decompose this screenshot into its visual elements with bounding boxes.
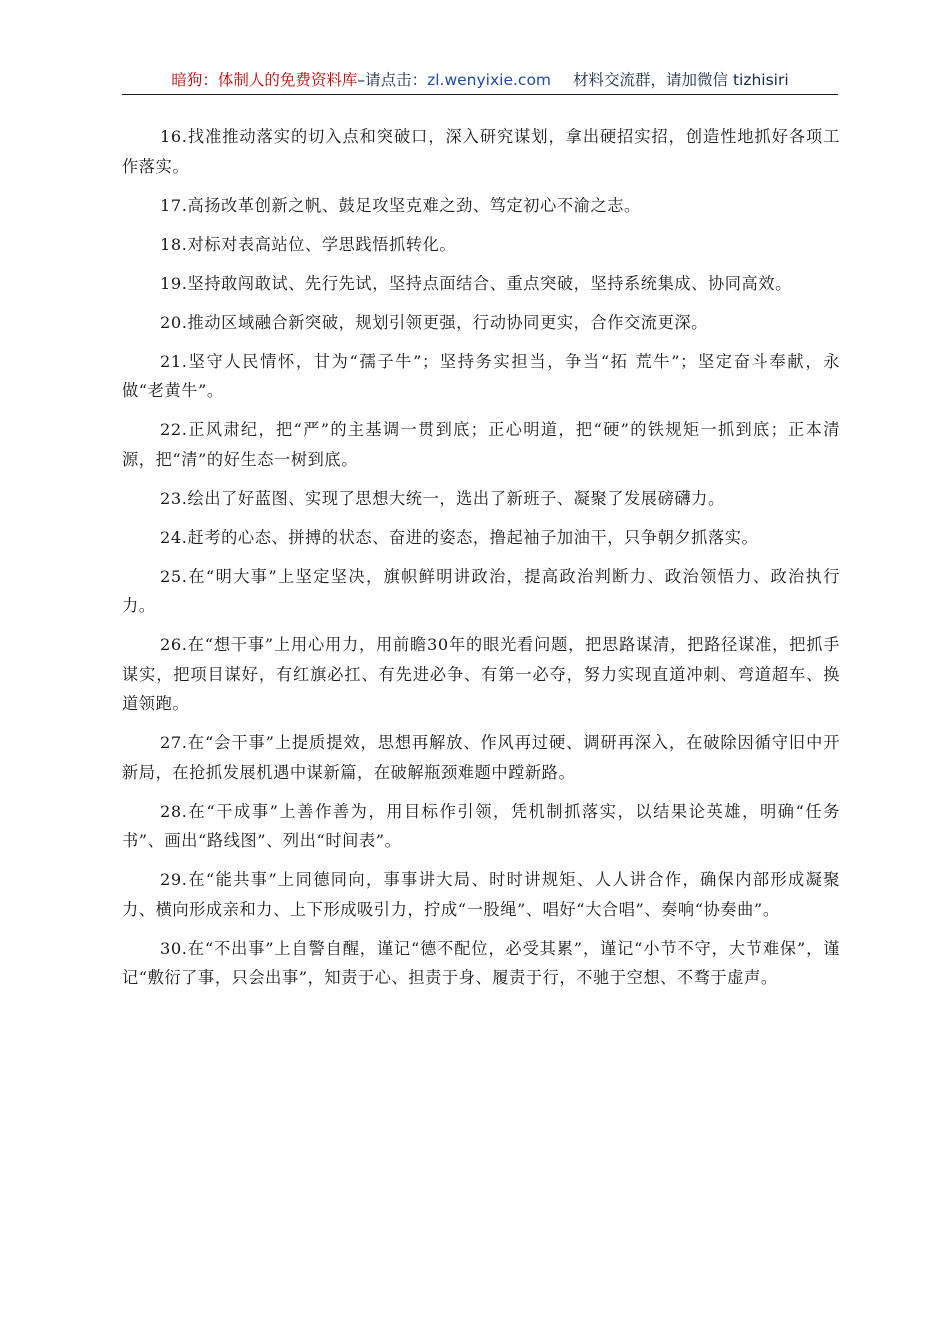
paragraph-20: 20.推动区域融合新突破，规划引领更强，行动协同更实，合作交流更深。 xyxy=(160,312,708,332)
header-click-prompt: –请点击： xyxy=(357,71,428,89)
paragraph-19: 19.坚持敢闯敢试、先行先试，坚持点面结合、重点突破，坚持系统集成、协同高效。 xyxy=(160,273,792,293)
paragraph-30: 30.在“不出事”上自警自醒，谨记“德不配位，必受其累”，谨记“小节不守，大节难保”，谨记“敷衍了事，只会出事”，知责于心、担责于身、履责于行，不驰于空想、不骛于虚声。 xyxy=(122,938,840,987)
paragraph-24: 24.赶考的心态、拼搏的状态、奋进的姿态，撸起袖子加油干，只争朝夕抓落实。 xyxy=(160,527,759,547)
paragraph-27: 27.在“会干事”上提质提效，思想再解放、作风再过硬、调研再深入，在破除因循守旧中开新局，在抢抓发展机遇中谋新篇，在破解瓶颈难题中蹚新路。 xyxy=(122,733,840,782)
paragraph-26: 26.在“想干事”上用心用力，用前瞻30年的眼光看问题，把思路谋清，把路径谋准，把抓手谋实，把项目谋好，有红旗必扛、有先进必争、有第一必夺，努力实现直道冲刺、弯道超车、换道领跑。 xyxy=(122,635,840,713)
header-group-note: 材料交流群，请加微信 tizhisiri xyxy=(573,71,789,89)
paragraph-28: 28.在“干成事”上善作善为，用目标作引领，凭机制抓落实，以结果论英雄，明确“任务书”、画出“路线图”、列出“时间表”。 xyxy=(122,801,840,850)
page-header xyxy=(122,66,838,95)
paragraph-22: 22.正风肃纪，把“严”的主基调一贯到底；正心明道，把“硬”的铁规矩一抓到底；正本清源，把“清”的好生态一树到底。 xyxy=(122,420,840,469)
paragraph-18: 18.对标对表高站位、学思践悟抓转化。 xyxy=(160,234,457,254)
paragraph-29: 29.在“能共事”上同德同向，事事讲大局、时时讲规矩、人人讲合作，确保内部形成凝聚力、横向形成亲和力、上下形成吸引力，拧成“一股绳”、唱好“大合唱”、奏响“协奏曲”。 xyxy=(122,870,840,919)
document-body xyxy=(122,122,840,1002)
paragraph-17: 17.高扬改革创新之帆、鼓足攻坚克难之劲、笃定初心不渝之志。 xyxy=(160,195,641,215)
paragraph-21: 21.坚守人民情怀，甘为“孺子牛”；坚持务实担当，争当“拓 荒牛”；坚定奋斗奉献，永做“老黄牛”。 xyxy=(122,351,840,400)
paragraph-23: 23.绘出了好蓝图、实现了思想大统一，选出了新班子、凝聚了发展磅礴力。 xyxy=(160,488,725,508)
header-brand: 暗狗：体制人的免费资料库 xyxy=(171,71,358,89)
header-url-link[interactable]: zl.wenyixie.com xyxy=(427,71,552,89)
paragraph-25: 25.在“明大事”上坚定坚决，旗帜鲜明讲政治，提高政治判断力、政治领悟力、政治执行力。 xyxy=(122,566,840,615)
paragraph-16: 16.找准推动落实的切入点和突破口，深入研究谋划，拿出硬招实招，创造性地抓好各项工作落实。 xyxy=(122,127,840,176)
